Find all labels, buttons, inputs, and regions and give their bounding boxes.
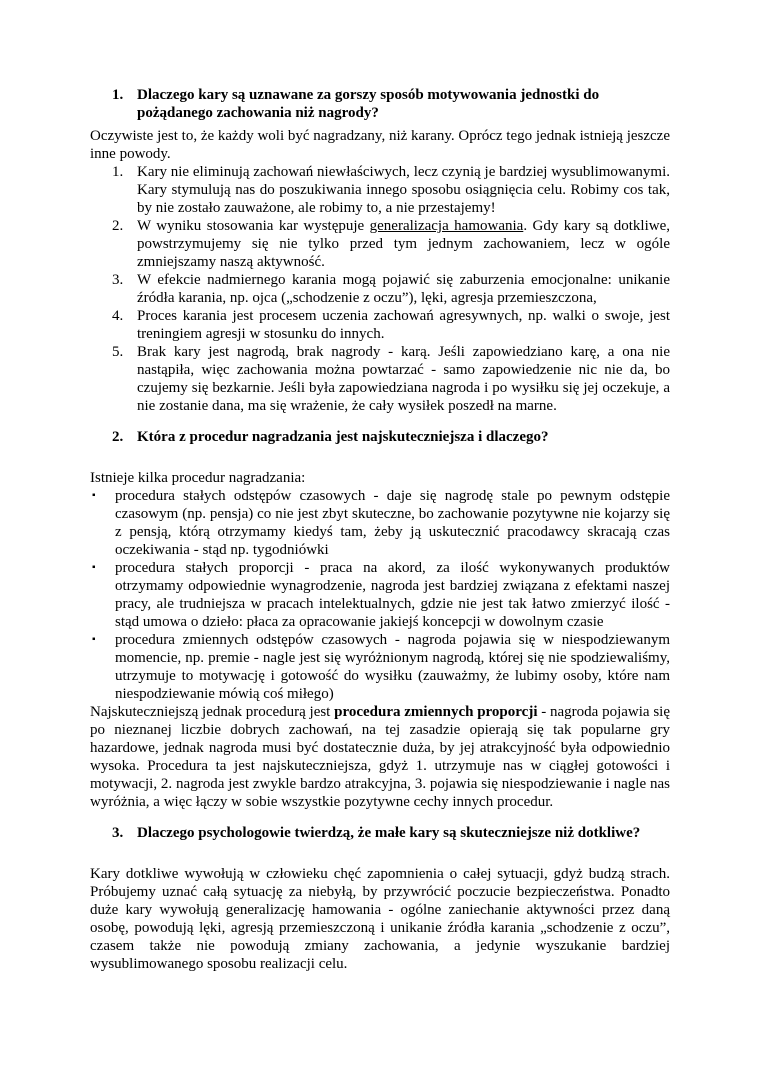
square-bullet-icon: ▪	[92, 562, 96, 573]
numbered-item-3-number: 3.	[112, 272, 124, 288]
question-3-title: Dlaczego psychologowie twierdzą, że małe kary są skuteczniejsze niż dotkliwe?	[137, 825, 641, 841]
bullet-item-2-text: procedura stałych proporcji - praca na akord, za ilość wykonywanych produktów otrzymamy odpowiednie wynagrodzenie, nagroda jest bardziej związana z efektami naszej pracy, ale trudniejsza w pracach intelektualnych, gdzie nie jest tak łatwo zmierzyć ilość - stąd umowa o dzieło: płaca za opracowanie jakiejś koncepcji w dowolnym czasie	[115, 560, 670, 630]
numbered-item-5	[90, 343, 670, 415]
square-bullet-icon: ▪	[92, 490, 96, 501]
numbered-item-4-text: Proces karania jest procesem uczenia zachowań agresywnych, np. walki o swoje, jest treningiem agresji w stosunku do innych.	[137, 308, 670, 342]
numbered-item-2-number: 2.	[112, 218, 124, 234]
numbered-item-5-text: Brak kary jest nagrodą, brak nagrody - karą. Jeśli zapowiedziano karę, a ona nie nastąpiła, więc zachowania można powtarzać - samo zapowiedzenie nic nie da, bo czujemy się bezkarnie. Jeśli była zapowiedziana nagroda i po wysiłku się jej oczekuje, a nie zostanie dana, ma się wrażenie, że cały wysiłek poszedł na marne.	[137, 344, 670, 414]
question-2-intro: Istnieje kilka procedur nagradzania:	[90, 470, 306, 486]
bullet-item-2	[90, 559, 670, 631]
question-2-title: Która z procedur nagradzania jest najskuteczniejsza i dlaczego?	[137, 429, 549, 445]
bullet-item-3	[90, 631, 670, 703]
conclusion-bold-term: procedura zmiennych proporcji	[334, 704, 538, 720]
numbered-item-3-text: W efekcie nadmiernego karania mogą pojawić się zaburzenia emocjonalne: unikanie źródła karania, np. ojca („schodzenie z oczu”), lęki, agresja przemieszczona,	[137, 272, 670, 306]
numbered-item-1	[90, 163, 670, 217]
numbered-item-4-number: 4.	[112, 308, 124, 324]
numbered-item-2-underlined-term: generalizacja hamowania	[369, 218, 524, 234]
question-1-number: 1.	[112, 87, 124, 103]
section-gap	[90, 451, 670, 469]
numbered-item-2-text-pre: W wyniku stosowania kar występuje	[137, 218, 370, 234]
numbered-item-3	[90, 271, 670, 307]
question-1-intro: Oczywiste jest to, że każdy woli być nagradzany, niż karany. Oprócz tego jednak istnieją jeszcze inne powody.	[90, 128, 670, 162]
section-gap	[90, 415, 670, 428]
question-2-heading	[90, 428, 670, 446]
bullet-item-3-text: procedura zmiennych odstępów czasowych - nagroda pojawia się w niespodziewanym momencie, np. premie - nagle jest się wyróżnionym nagrodą, której się nie spodziewaliśmy, utrzymuje to motywację i gotowość do wysiłku (zauważmy, że lubimy osoby, które nam niespodziewanie mówią coś miłego)	[115, 632, 670, 702]
bullet-item-1	[90, 487, 670, 559]
section-gap	[90, 847, 670, 865]
conclusion-text-post: - nagroda pojawia się po nieznanej liczbie dobrych zachowań, na tej zasadzie opierają się tak popularne gry hazardowe, jednak nagroda musi być dostatecznie duża, by jej atrakcyjność była odpowiednio wysoka. Procedura ta jest najskuteczniejsza, gdyż 1. utrzymuje nas w ciągłej gotowości i motywacji, 2. nagroda jest zwykle bardzo atrakcyjna, 3. pojawia się niespodziewanie i nagle nas wyróżnia, a więc łączy w sobie wszystkie pozytywne cechy innych procedur.	[90, 704, 670, 810]
conclusion-text-pre: Najskuteczniejszą jednak procedurą jest	[90, 704, 335, 720]
question-3-number: 3.	[112, 825, 124, 841]
numbered-item-2	[90, 217, 670, 271]
numbered-item-2-text-post: . Gdy kary są dotkliwe, powstrzymujemy się nie tylko przed tym jednym zachowaniem, lecz w ogóle zmniejszamy naszą aktywność.	[137, 218, 670, 270]
numbered-item-1-text: Kary nie eliminują zachowań niewłaściwych, lecz czynią je bardziej wysublimowanymi. Kary stymulują nas do poszukiwania innego sposobu osiągnięcia celu. Robimy cos tak, by nie zostało zauważone, ale robimy to, a nie przestajemy!	[137, 164, 670, 216]
question-2-conclusion	[90, 703, 670, 811]
question-1-title: Dlaczego kary są uznawane za gorszy sposób motywowania jednostki do pożądanego zachowania niż nagrody?	[137, 87, 600, 121]
question-3-body: Kary dotkliwe wywołują w człowieku chęć zapomnienia o całej sytuacji, gdyż budzą strach. Próbujemy uznać całą sytuację za niebyłą, by przywrócić poczucie bezpieczeństwa. Ponadto duże kary wywołują generalizację hamowania - ogólne zaniechanie aktywności przez daną osobę, powodują lęki, agresją przemieszczoną i unikanie źródła karania „schodzenie z oczu”, czasem także nie powodują zmiany zachowania, a jedynie wyszukanie bardziej wysublimowanego sposobu realizacji celu.	[90, 866, 670, 972]
question-1-heading	[90, 86, 670, 122]
question-3-heading	[90, 824, 670, 842]
numbered-item-5-number: 5.	[112, 344, 124, 360]
question-2-number: 2.	[112, 429, 124, 445]
section-gap	[90, 811, 670, 824]
square-bullet-icon: ▪	[92, 634, 96, 645]
numbered-item-4	[90, 307, 670, 343]
numbered-item-1-number: 1.	[112, 164, 124, 180]
bullet-item-1-text: procedura stałych odstępów czasowych - daje się nagrodę stale po pewnym odstępie czasowym (np. pensja) co nie jest zbyt skuteczne, bo zachowanie pozytywne nie kojarzy się z pensją, którą otrzymamy kiedyś tam, żeby ją uskutecznić pracodawcy skracają czas oczekiwania - stąd np. tygodniówki	[115, 488, 670, 558]
